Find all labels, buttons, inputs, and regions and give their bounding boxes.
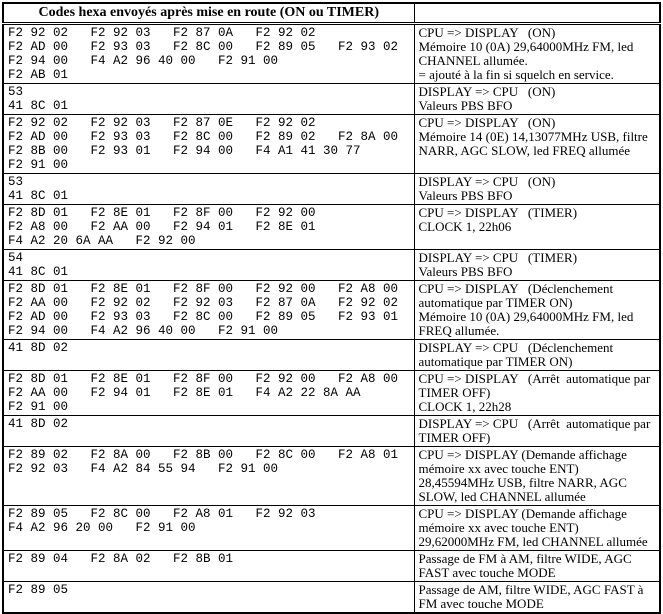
hex-line: F2 AA 00 F2 94 01 F2 8E 01 F4 A2 22 8A AA — [8, 386, 361, 400]
hex-line: 41 8D 02 — [8, 341, 69, 355]
hex-codes-cell — [3, 24, 414, 84]
hex-line: F2 AD 00 F2 93 03 F2 8C 00 F2 89 02 F2 8A 00 — [8, 130, 399, 144]
table-row — [3, 281, 660, 340]
hex-codes-cell — [3, 506, 414, 551]
hex-line: F2 8D 01 F2 8E 01 F2 8F 00 F2 92 00 — [8, 206, 316, 220]
hex-codes-cell — [3, 174, 414, 205]
hex-codes-cell — [3, 340, 414, 371]
description-line: TIMER OFF) — [418, 385, 491, 400]
table-row — [3, 250, 660, 281]
description-line: FREQ allumée. — [418, 323, 500, 338]
hex-line: F2 92 03 F4 A2 84 55 94 F2 91 00 — [8, 462, 279, 476]
description-line: CPU => DISPLAY (ON) — [418, 25, 556, 40]
description-cell — [414, 340, 660, 371]
table-header — [3, 3, 660, 24]
table-row — [3, 84, 660, 115]
table-row — [3, 24, 660, 84]
description-cell — [414, 506, 660, 551]
description-cell — [414, 250, 660, 281]
description-line: DISPLAY => CPU (TIMER) — [418, 250, 578, 265]
hex-codes-cell — [3, 582, 414, 614]
description-cell — [414, 24, 660, 84]
description-line: 28,45594MHz USB, filtre NARR, AGC — [418, 475, 627, 490]
hex-line: F2 89 05 F2 8C 00 F2 A8 01 F2 92 03 — [8, 507, 316, 521]
description-line: FAST avec touche MODE — [418, 565, 556, 580]
description-line: Valeurs PBS BFO — [418, 188, 513, 203]
header-row — [3, 3, 660, 24]
description-cell — [414, 582, 660, 614]
hex-codes-cell — [3, 115, 414, 174]
hex-codes-cell — [3, 250, 414, 281]
description-line: CHANNEL allumée. — [418, 53, 528, 68]
description-line: Passage de FM à AM, filtre WIDE, AGC — [418, 551, 632, 566]
description-cell — [414, 447, 660, 506]
hex-line: F2 AD 00 F2 93 03 F2 8C 00 F2 89 05 F2 93 02 — [8, 40, 399, 54]
description-line: NARR, AGC SLOW, led FREQ allumée — [418, 143, 630, 158]
description-line: DISPLAY => CPU (Arrêt automatique par — [418, 416, 651, 431]
table-row — [3, 115, 660, 174]
description-line: Mémoire 10 (0A) 29,64000MHz FM, led — [418, 309, 634, 324]
description-line: CPU => DISPLAY (Demande affichage — [418, 506, 627, 521]
header-title-cell: Codes hexa envoyés après mise en route (ON ou TIMER) — [3, 3, 414, 24]
description-line: Mémoire 10 (0A) 29,64000MHz FM, led — [418, 39, 634, 54]
description-line: Mémoire 14 (0E) 14,13077MHz USB, filtre — [418, 129, 648, 144]
table-row — [3, 582, 660, 614]
description-line: DISPLAY => CPU (ON) — [418, 84, 556, 99]
hex-codes-cell — [3, 447, 414, 506]
description-line: CPU => DISPLAY (Demande affichage — [418, 447, 627, 462]
description-line: CPU => DISPLAY (Déclenchement — [418, 281, 614, 296]
description-line: mémoire xx avec touche ENT) — [418, 461, 579, 476]
description-line: FM avec touche MODE — [418, 596, 544, 611]
hex-line: 53 — [8, 85, 24, 99]
description-line: DISPLAY => CPU (ON) — [418, 174, 556, 189]
description-line: automatique par TIMER ON) — [418, 295, 573, 310]
description-line: mémoire xx avec touche ENT) — [418, 520, 579, 535]
hex-codes-cell — [3, 416, 414, 447]
description-cell — [414, 416, 660, 447]
description-cell — [414, 115, 660, 174]
hex-line: F2 94 00 F4 A2 96 40 00 F2 91 00 — [8, 54, 279, 68]
hex-line: F2 92 02 F2 92 03 F2 87 0E F2 92 02 — [8, 116, 316, 130]
hex-line: F2 AB 01 — [8, 68, 69, 82]
description-line: CPU => DISPLAY (ON) — [418, 115, 556, 130]
table-row — [3, 174, 660, 205]
table-row — [3, 340, 660, 371]
hex-line: F2 AD 00 F2 93 03 F2 8C 00 F2 89 05 F2 93 01 — [8, 310, 399, 324]
description-line: Passage de AM, filtre WIDE, AGC FAST à — [418, 582, 644, 597]
description-line: TIMER OFF) — [418, 430, 491, 445]
hex-line: F2 89 04 F2 8A 02 F2 8B 01 — [8, 552, 234, 566]
hex-line: F4 A2 96 20 00 F2 91 00 — [8, 521, 196, 535]
hex-codes-cell — [3, 281, 414, 340]
description-cell — [414, 281, 660, 340]
hex-codes-cell — [3, 84, 414, 115]
table-row — [3, 506, 660, 551]
hex-line: F2 92 02 F2 92 03 F2 87 0A F2 92 02 — [8, 26, 316, 40]
description-line: CLOCK 1, 22h28 — [418, 399, 512, 414]
table-row — [3, 551, 660, 582]
hex-line: 41 8C 01 — [8, 99, 69, 113]
hex-line: 41 8D 02 — [8, 417, 69, 431]
description-line: CPU => DISPLAY (TIMER) — [418, 205, 578, 220]
hex-line: 41 8C 01 — [8, 189, 69, 203]
hex-line: F4 A2 20 6A AA F2 92 00 — [8, 234, 196, 248]
description-line: = ajouté à la fin si squelch en service. — [418, 67, 614, 82]
description-cell — [414, 205, 660, 250]
hex-codes-table — [2, 2, 661, 614]
table-row — [3, 371, 660, 416]
header-empty-cell — [414, 3, 660, 24]
description-line: CLOCK 1, 22h06 — [418, 219, 512, 234]
hex-line: F2 AA 00 F2 92 02 F2 92 03 F2 87 0A F2 92 02 — [8, 296, 399, 310]
table-row — [3, 416, 660, 447]
description-line: SLOW, led CHANNEL allumée — [418, 489, 586, 504]
description-cell — [414, 551, 660, 582]
description-cell — [414, 174, 660, 205]
hex-line: F2 8D 01 F2 8E 01 F2 8F 00 F2 92 00 F2 A8 00 — [8, 372, 399, 386]
table-body — [3, 24, 660, 614]
table-row — [3, 205, 660, 250]
description-cell — [414, 371, 660, 416]
hex-line: F2 89 02 F2 8A 00 F2 8B 00 F2 8C 00 F2 A8 01 — [8, 448, 399, 462]
hex-codes-cell — [3, 205, 414, 250]
hex-codes-cell — [3, 551, 414, 582]
description-cell — [414, 84, 660, 115]
hex-line: 41 8C 01 — [8, 265, 69, 279]
hex-codes-cell — [3, 371, 414, 416]
hex-line: F2 91 00 — [8, 158, 69, 172]
description-line: 29,62000MHz FM, led CHANNEL allumée — [418, 534, 648, 549]
description-line: Valeurs PBS BFO — [418, 264, 513, 279]
hex-line: F2 91 00 — [8, 400, 69, 414]
hex-line: 54 — [8, 251, 24, 265]
hex-line: 53 — [8, 175, 24, 189]
hex-line: F2 94 00 F4 A2 96 40 00 F2 91 00 — [8, 324, 279, 338]
hex-line: F2 A8 00 F2 AA 00 F2 94 01 F2 8E 01 — [8, 220, 316, 234]
description-line: CPU => DISPLAY (Arrêt automatique par — [418, 371, 651, 386]
description-line: Valeurs PBS BFO — [418, 98, 513, 113]
description-line: automatique par TIMER ON) — [418, 354, 573, 369]
table-row — [3, 447, 660, 506]
hex-line: F2 8D 01 F2 8E 01 F2 8F 00 F2 92 00 F2 A8 00 — [8, 282, 399, 296]
hex-line: F2 8B 00 F2 93 01 F2 94 00 F4 A1 41 30 77 — [8, 144, 361, 158]
hex-line: F2 89 05 — [8, 583, 69, 597]
description-line: DISPLAY => CPU (Déclenchement — [418, 340, 614, 355]
